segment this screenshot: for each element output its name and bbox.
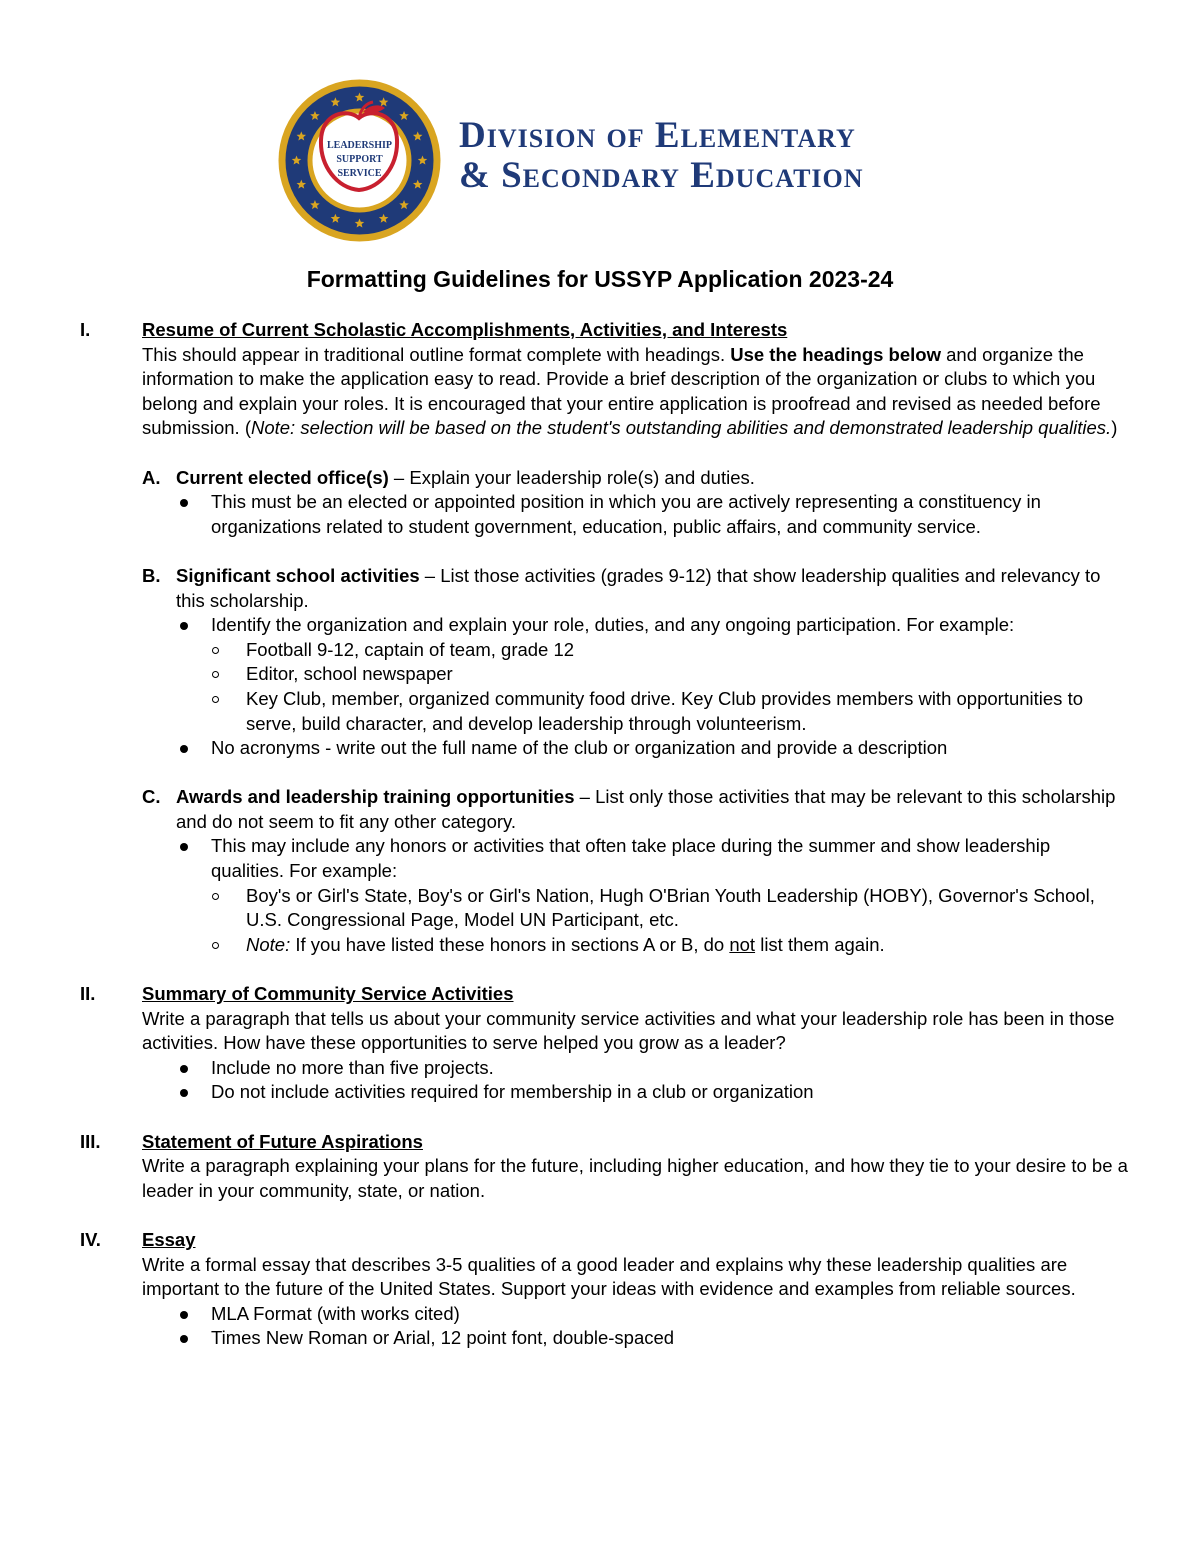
subsection-text: Significant school activities – List those activities (grades 9-12) that show leadership qualities and relevancy to this scholarship. <box>176 564 1101 611</box>
sub-list-item: Editor, school newspaper <box>211 662 1126 687</box>
seal-line-2: SUPPORT <box>336 154 383 165</box>
subsection-a <box>142 466 1200 540</box>
page-title: Formatting Guidelines for USSYP Application 2023-24 <box>306 266 894 292</box>
section-1 <box>0 318 1200 957</box>
list-item: No acronyms - write out the full name of the club or organization and provide a description <box>176 736 1126 761</box>
section-paragraph: Write a formal essay that describes 3-5 qualities of a good leader and explains why these leadership qualities are important to the future of the United States. Support your ideas with evidence and examples from reliable sources. <box>142 1253 1076 1300</box>
subsection-letter: A. <box>142 466 161 488</box>
section-number: II. <box>80 983 96 1005</box>
subsection-c <box>142 785 1200 957</box>
sub-list-item: Key Club, member, organized community food drive. Key Club provides members with opportunities to serve, build character, and develop leadership through volunteerism. <box>211 687 1126 736</box>
section-paragraph: Write a paragraph that tells us about your community service activities and what your leadership role has been in those activities. How have these opportunities to serve helped you grow as a leader? <box>142 1007 1115 1054</box>
sub-list-item: Football 9-12, captain of team, grade 12 <box>211 638 1126 663</box>
division-name <box>459 116 864 196</box>
seal-line-1: LEADERSHIP <box>326 140 393 151</box>
section-heading: Essay <box>142 1228 196 1250</box>
section-paragraph: Write a paragraph explaining your plans for the future, including higher education, and how they tie to your desire to be a leader in your community, state, or nation. <box>142 1155 1128 1201</box>
section-3 <box>0 1130 1200 1204</box>
leadership-support-service-seal <box>277 78 442 243</box>
division-name-line-1: Division of Elementary <box>459 115 856 156</box>
list-item: This must be an elected or appointed position in which you are actively representing a constituency in organizations related to student government, education, public affairs, and community service. <box>176 490 1126 539</box>
list-item: Times New Roman or Arial, 12 point font, double-spaced <box>176 1326 1130 1351</box>
section-heading: Resume of Current Scholastic Accomplishments, Activities, and Interests <box>142 319 788 340</box>
subsection-b <box>142 564 1200 761</box>
section-heading: Summary of Community Service Activities <box>142 983 514 1005</box>
section-paragraph: This should appear in traditional outline format complete with headings. Use the headings below and organize the information to make the application easy to read. Provide a brief description of the organization or clubs to which you belong and explain your roles. It is encouraged that your entire application is proofread and revised as needed before submission. (Note: selection will be based on the student's outstanding abilities and demonstrated leadership qualities.) <box>142 343 1118 439</box>
list-item: MLA Format (with works cited) <box>176 1302 1130 1327</box>
list-item: Include no more than five projects. <box>176 1056 1130 1081</box>
subsection-letter: B. <box>142 564 161 586</box>
subsection-letter: C. <box>142 786 161 808</box>
subsection-text: Current elected office(s) – Explain your leadership role(s) and duties. <box>176 466 755 488</box>
seal-line-3: SERVICE <box>337 168 382 179</box>
list-item: Do not include activities required for membership in a club or organization <box>176 1080 1130 1105</box>
section-number: I. <box>80 319 91 340</box>
division-name-line-2: & Secondary Education <box>459 155 864 196</box>
subsection-text: Awards and leadership training opportunities – List only those activities that may be relevant to this scholarship and do not seem to fit any other category. <box>176 786 1116 832</box>
section-4 <box>0 1228 1200 1351</box>
section-number: III. <box>80 1130 101 1152</box>
list-item: Identify the organization and explain your role, duties, and any ongoing participation. For example: Football 9-12, captain of team, grade 12 Editor, school newspaper Key Club, member, organized community food drive. Key Club provides members with opportunities to serve, build character, and develop leadership through volunteerism. <box>176 613 1126 736</box>
section-heading: Statement of Future Aspirations <box>142 1130 423 1152</box>
document-body <box>0 318 1200 1351</box>
sub-list-item: Note: If you have listed these honors in sections A or B, do not list them again. <box>211 933 1126 958</box>
section-number: IV. <box>80 1228 101 1250</box>
header-logo <box>277 78 937 248</box>
list-item: This may include any honors or activities that often take place during the summer and show leadership qualities. For example: Boy's or Girl's State, Boy's or Girl's Nation, Hugh O'Brian Youth Leadership (HOBY), Governor's School, U.S. Congressional Page, Model UN Participant, etc. Note: If you have listed these honors in sections A or B, do not list them again. <box>176 834 1126 957</box>
section-2 <box>0 982 1200 1105</box>
sub-list-item: Boy's or Girl's State, Boy's or Girl's Nation, Hugh O'Brian Youth Leadership (HOBY), Governor's School, U.S. Congressional Page, Model UN Participant, etc. <box>211 884 1126 933</box>
